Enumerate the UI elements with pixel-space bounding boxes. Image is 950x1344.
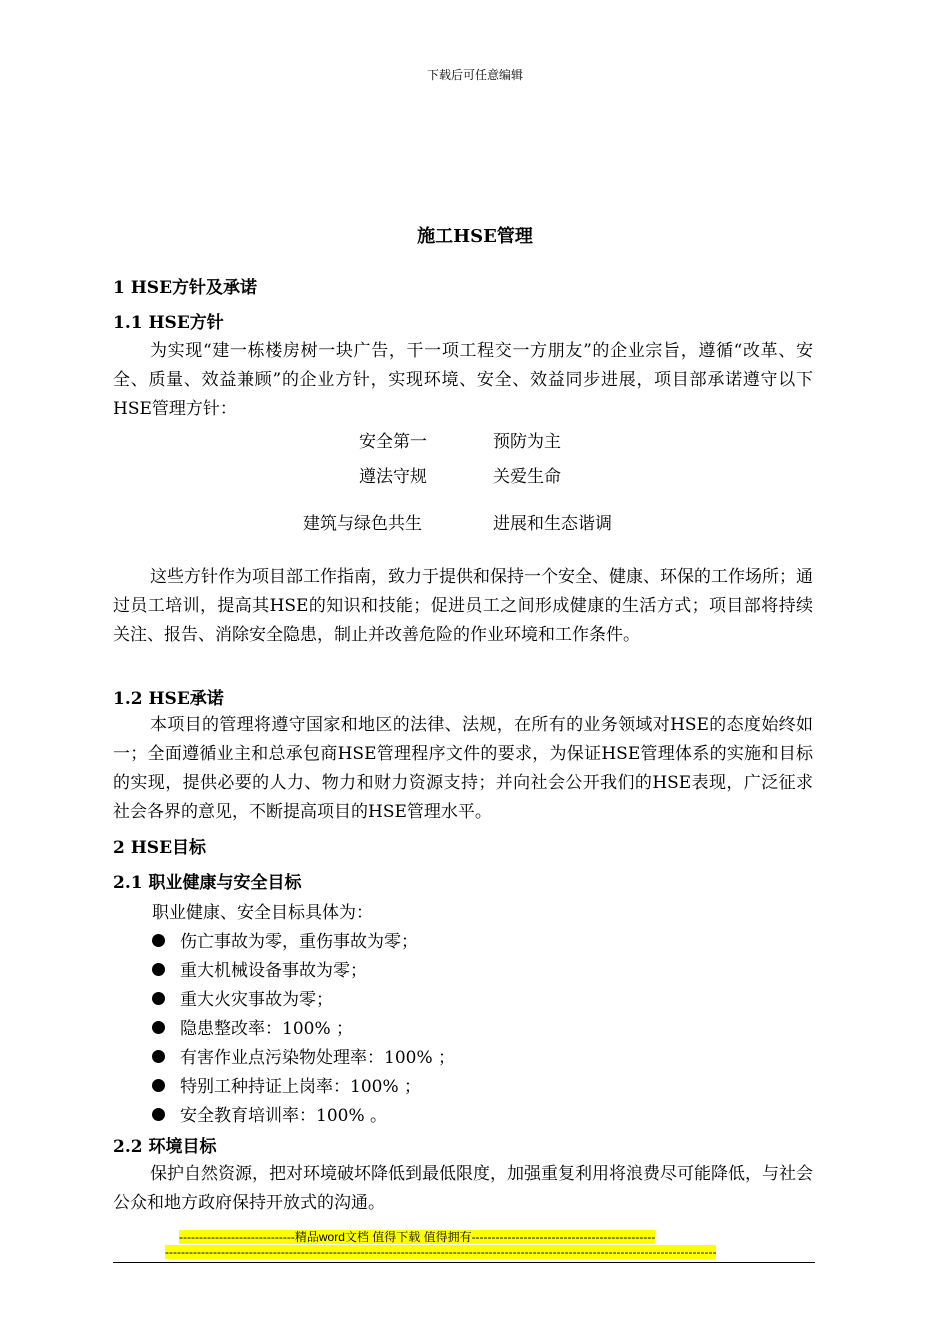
footer-banner: -----------------------------精品word文档 值得下载 值得拥有---------------------------------------------- (179, 1230, 656, 1244)
bullet-icon (152, 1108, 165, 1121)
motto-1-left: 安全第一 (359, 432, 427, 452)
bullet-icon (152, 1050, 165, 1063)
list-item: 伤亡事故为零，重伤事故为零； (152, 927, 418, 952)
section-1-2-heading: 1.2 HSE承诺 (113, 689, 224, 709)
motto-2-left: 遵法守规 (359, 467, 427, 487)
environment-paragraph: 保护自然资源，把对环境破坏降低到最低限度，加强重复利用将浪费尽可能降低，与社会公众和地方政府保持开放式的沟通。 (113, 1164, 813, 1213)
list-item: 隐患整改率：100% ； (152, 1014, 353, 1039)
list-item: 重大机械设备事故为零； (152, 956, 367, 981)
section-2-heading: 2 HSE目标 (113, 838, 207, 858)
section-1-heading: 1 HSE方针及承诺 (113, 278, 258, 298)
list-item: 安全教育培训率：100% 。 (152, 1101, 387, 1126)
section-2-1-heading: 2.1 职业健康与安全目标 (113, 873, 302, 893)
bullet-icon (152, 934, 165, 947)
section-2-2-heading: 2.2 环境目标 (113, 1137, 217, 1157)
bullet-icon (152, 1079, 165, 1092)
bullet-icon (152, 1021, 165, 1034)
guideline-paragraph: 这些方针作为项目部工作指南，致力于提供和保持一个安全、健康、环保的工作场所；通过员工培训，提高其HSE的知识和技能；促进员工之间形成健康的生活方式；项目部将持续关注、报告、消除安全隐患，制止并改善危险的作业环境和工作条件。 (113, 567, 813, 645)
motto-1-right: 预防为主 (493, 432, 561, 452)
footer-divider (113, 1262, 815, 1263)
motto-3-left: 建筑与绿色共生 (303, 514, 422, 534)
bullet-icon (152, 992, 165, 1005)
section-1-1-heading: 1.1 HSE方针 (113, 313, 224, 333)
list-item: 特别工种持证上岗率：100% ； (152, 1072, 421, 1097)
policy-paragraph: 为实现“建一栋楼房树一块广告，干一项工程交一方朋友”的企业宗旨，遵循“改革、安全、质量、效益兼顾”的企业方针，实现环境、安全、效益同步进展，项目部承诺遵守以下HSE管理方针： (113, 341, 813, 419)
list-item: 重大火灾事故为零； (152, 985, 333, 1010)
document-title: 施工HSE管理 (417, 226, 533, 247)
header-note: 下载后可任意编辑 (426, 68, 523, 82)
targets-intro: 职业健康、安全目标具体为： (152, 903, 373, 923)
commitment-paragraph: 本项目的管理将遵守国家和地区的法律、法规，在所有的业务领域对HSE的态度始终如一；全面遵循业主和总承包商HSE管理程序文件的要求，为保证HSE管理体系的实施和目标的实现，提供必要的人力、物力和财力资源支持；并向社会公开我们的HSE表现，广泛征求社会各界的意见，不断提高项目的HSE管理水平。 (113, 715, 813, 822)
bullet-icon (152, 963, 165, 976)
footer-banner-dashes: ------------------------------------------------------------------------------------------------------------------------------------------ (165, 1245, 717, 1259)
list-item: 有害作业点污染物处理率：100% ； (152, 1043, 455, 1068)
motto-3-right: 进展和生态谐调 (493, 514, 612, 534)
motto-2-right: 关爱生命 (493, 467, 561, 487)
